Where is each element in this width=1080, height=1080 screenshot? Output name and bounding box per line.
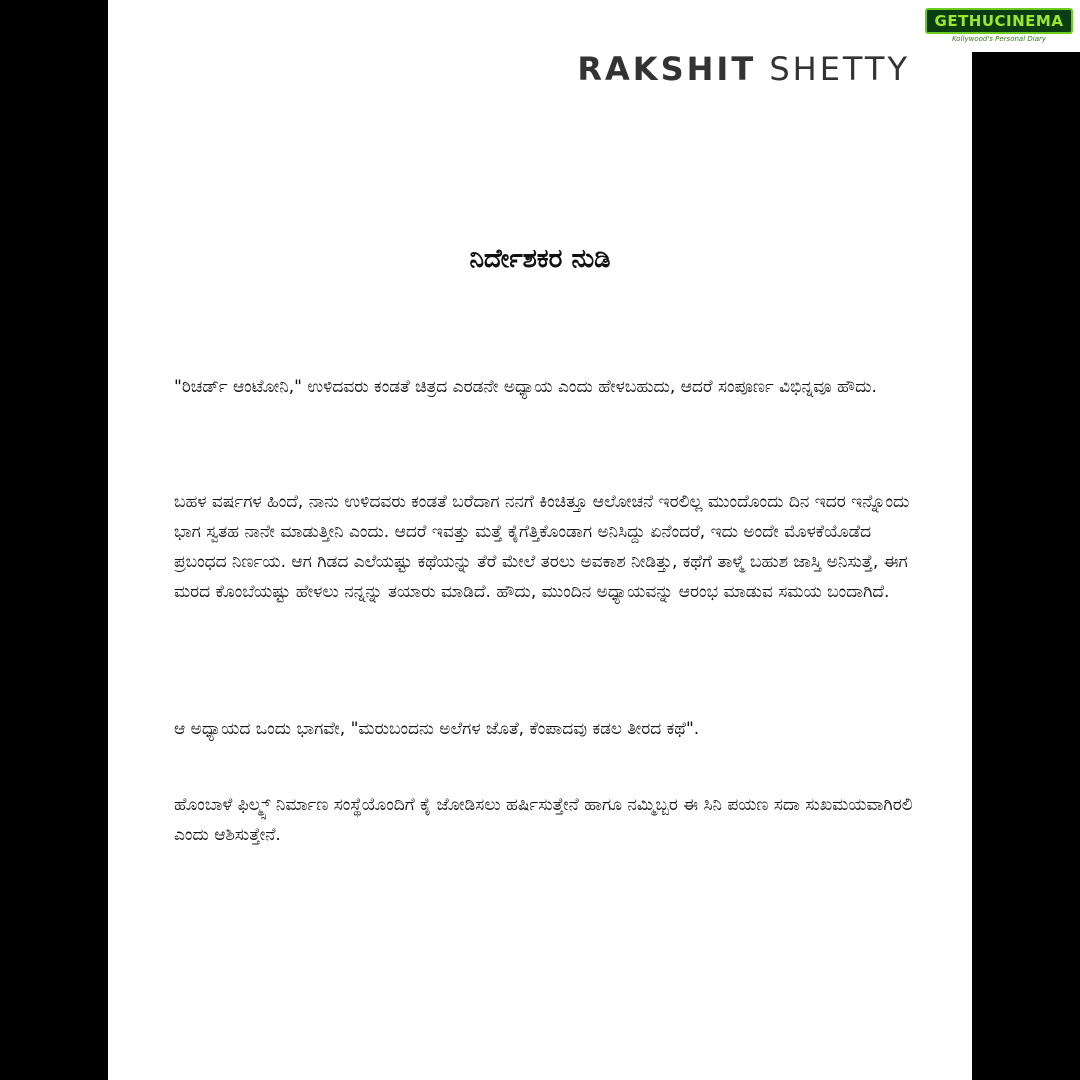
letterhead-brand <box>577 50 910 88</box>
watermark-wordmark: GETHUCINEMA <box>925 8 1073 34</box>
paragraph-2: ಬಹಳ ವರ್ಷಗಳ ಹಿಂದೆ, ನಾನು ಉಳಿದವರು ಕಂಡತೆ ಬರೆದಾಗ ನನಗೆ ಕಿಂಚಿತ್ತೂ ಆಲೋಚನೆ ಇರಲಿಲ್ಲ ಮುಂದೊಂದು ದಿನ ಇದರ ಇನ್ನೊಂದು ಭಾಗ ಸ್ವತಹ ನಾನೇ ಮಾಡುತ್ತೀನಿ ಎಂದು. ಆದರೆ ಇವತ್ತು ಮತ್ತೆ ಕೈಗೆತ್ತಿಕೊಂಡಾಗ ಅನಿಸಿದ್ದು ಏನೆಂದರೆ, ಇದು ಅಂದೇ ಮೊಳಕೆಯೊಡೆದ ಪ್ರಬಂಧದ ನಿರ್ಣಯ. ಆಗ ಗಿಡದ ಎಲೆಯಷ್ಟು ಕಥೆಯನ್ನು ತೆರೆ ಮೇಲೆ ತರಲು ಅವಕಾಶ ನೀಡಿತ್ತು, ಕಥೆಗೆ ತಾಳ್ಮೆ ಬಹುಶ ಜಾಸ್ತಿ ಅನಿಸುತ್ತೆ, ಈಗ ಮರದ ಕೊಂಬೆಯಷ್ಟು ಹೇಳಲು ನನ್ನನ್ನು ತಯಾರು ಮಾಡಿದೆ. ಹೌದು, ಮುಂದಿನ ಅಧ್ಯಾಯವನ್ನು ಆರಂಭ ಮಾಡುವ ಸಮಯ ಬಂದಾಗಿದೆ. <box>174 492 910 602</box>
paragraph-1: "ರಿಚರ್ಡ್ ಆಂಟೋನಿ," ಉಳಿದವರು ಕಂಡತೆ ಚಿತ್ರದ ಎರಡನೇ ಅಧ್ಯಾಯ ಎಂದು ಹೇಳಬಹುದು, ಆದರೆ ಸಂಪೂರ್ಣ ವಿಭಿನ್ನವೂ ಹೌದು. <box>174 377 877 397</box>
paragraph-3: ಆ ಅಧ್ಯಾಯದ ಒಂದು ಭಾಗವೇ, "ಮರುಬಂದನು ಅಲೆಗಳ ಜೊತೆ, ಕೆಂಪಾದವು ಕಡಲ ತೀರದ ಕಥೆ". <box>174 719 700 739</box>
paragraph-4: ಹೊಂಬಾಳೆ ಫಿಲ್ಮ್ಸ್ ನಿರ್ಮಾಣ ಸಂಸ್ಥೆಯೊಂದಿಗೆ ಕೈ ಜೋಡಿಸಲು ಹರ್ಷಿಸುತ್ತೇನೆ ಹಾಗೂ ನಮ್ಮಿಬ್ಬರ ಈ ಸಿನಿ ಪಯಣ ಸದಾ ಸುಖಮಯವಾಗಿರಲಿ ಎಂದು ಆಶಿಸುತ್ತೇನೆ. <box>174 795 913 845</box>
watermark-logo <box>918 0 1080 52</box>
watermark-badge <box>925 6 1073 46</box>
letterhead-last-name: SHETTY <box>769 50 910 88</box>
letter-page <box>108 0 972 1080</box>
watermark-tagline: Kollywood's Personal Diary <box>951 35 1047 43</box>
document-title: ನಿರ್ದೇಶಕರ ನುಡಿ <box>469 244 611 274</box>
letterhead-first-name: RAKSHIT <box>577 50 757 88</box>
